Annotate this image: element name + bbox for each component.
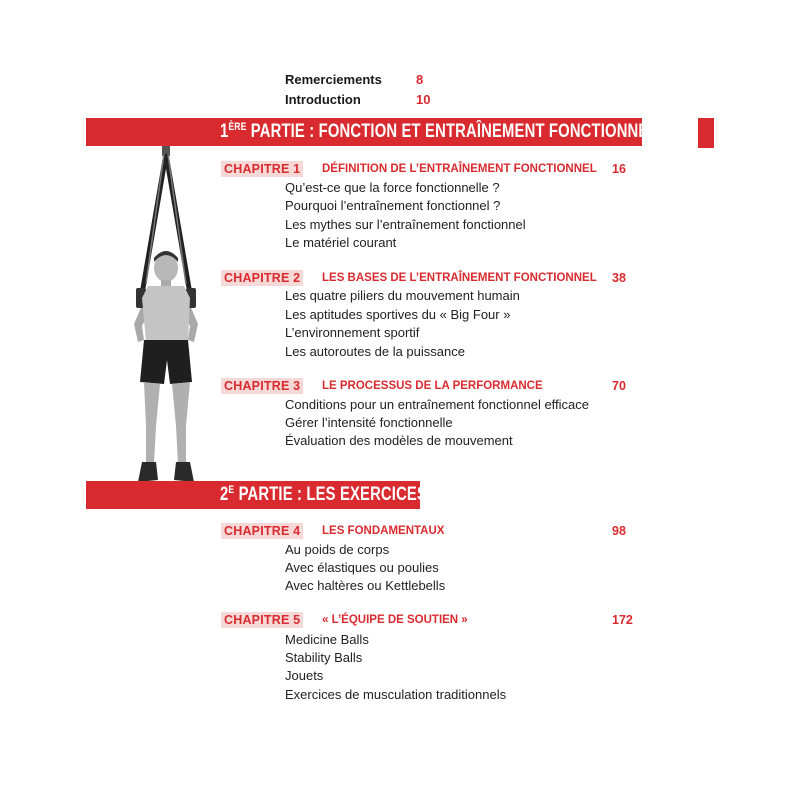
chapter-4-item: Au poids de corps bbox=[285, 542, 390, 557]
chapter-5-label: CHAPITRE 5 bbox=[221, 612, 303, 628]
chapter-2-item: Les quatre piliers du mouvement humain bbox=[285, 288, 520, 303]
athlete-suspension-trainer-illustration bbox=[112, 146, 220, 488]
chapter-3-item: Conditions pour un entraînement fonctionnel efficace bbox=[285, 397, 590, 412]
toc-entry-introduction: Introduction bbox=[285, 92, 361, 107]
chapter-5-item: Exercices de musculation traditionnels bbox=[285, 687, 507, 702]
toc-page-acknowledgements: 8 bbox=[416, 72, 424, 87]
chapter-3-page: 70 bbox=[612, 379, 626, 393]
chapter-2-item: L’environnement sportif bbox=[285, 325, 420, 340]
chapter-2-item: Les autoroutes de la puissance bbox=[285, 344, 465, 359]
chapter-2-title: LES BASES DE L’ENTRAÎNEMENT FONCTIONNEL bbox=[322, 272, 597, 284]
section-tab-marker bbox=[698, 118, 714, 148]
chapter-4-item: Avec haltères ou Kettlebells bbox=[285, 578, 446, 593]
chapter-3-title: LE PROCESSUS DE LA PERFORMANCE bbox=[322, 380, 543, 392]
chapter-4-label: CHAPITRE 4 bbox=[221, 523, 303, 539]
chapter-1-title: DÉFINITION DE L’ENTRAÎNEMENT FONCTIONNEL bbox=[322, 163, 597, 175]
chapter-1-label: CHAPITRE 1 bbox=[221, 161, 303, 177]
part-2-title: $2^E$ PARTIE : LES EXERCICES bbox=[220, 484, 428, 505]
chapter-1-page: 16 bbox=[612, 162, 626, 176]
chapter-4-title: LES FONDAMENTAUX bbox=[322, 525, 445, 537]
toc-page-introduction: 10 bbox=[416, 92, 431, 107]
chapter-4-page: 98 bbox=[612, 524, 626, 538]
chapter-4-item: Avec élastiques ou poulies bbox=[285, 560, 439, 575]
chapter-3-item: Gérer l’intensité fonctionnelle bbox=[285, 415, 453, 430]
chapter-3-item: Évaluation des modèles de mouvement bbox=[285, 433, 513, 448]
chapter-1-item: Le matériel courant bbox=[285, 235, 397, 250]
chapter-5-item: Jouets bbox=[285, 668, 324, 683]
chapter-5-item: Stability Balls bbox=[285, 650, 363, 665]
chapter-5-page: 172 bbox=[612, 613, 633, 627]
toc-entry-acknowledgements: Remerciements bbox=[285, 72, 382, 87]
chapter-5-title: « L’ÉQUIPE DE SOUTIEN » bbox=[322, 614, 468, 626]
chapter-2-label: CHAPITRE 2 bbox=[221, 270, 303, 286]
chapter-5-item: Medicine Balls bbox=[285, 632, 369, 647]
part-1-title: 1ÈRE PARTIE : FONCTION ET ENTRAÎNEMENT FONCTIONNEL bbox=[220, 121, 658, 142]
chapter-1-item: Pourquoi l’entraînement fonctionnel ? bbox=[285, 198, 501, 213]
chapter-2-item: Les aptitudes sportives du « Big Four » bbox=[285, 307, 511, 322]
chapter-1-item: Les mythes sur l’entraînement fonctionnel bbox=[285, 217, 526, 232]
chapter-3-label: CHAPITRE 3 bbox=[221, 378, 303, 394]
chapter-2-page: 38 bbox=[612, 271, 626, 285]
chapter-1-item: Qu’est-ce que la force fonctionnelle ? bbox=[285, 180, 500, 195]
